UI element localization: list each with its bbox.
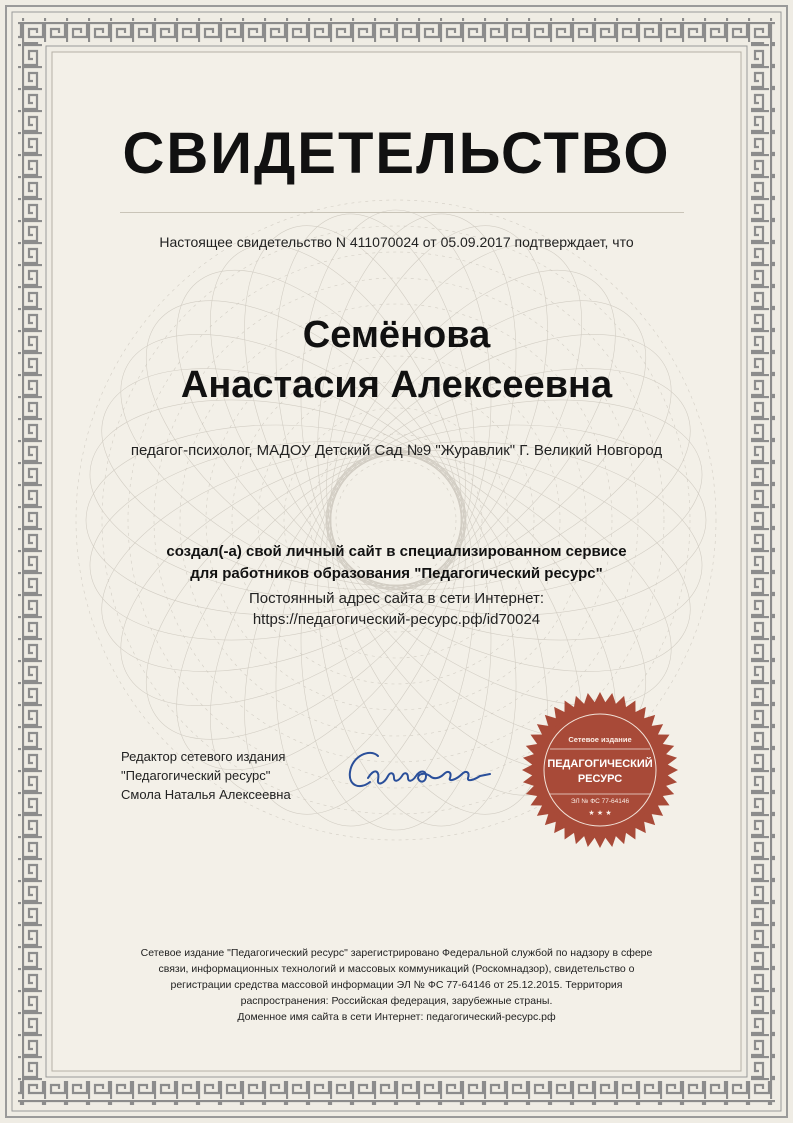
stamp-stars: ★ ★ ★ [588,809,612,817]
editor-block [121,747,291,804]
footer-line-5: Доменное имя сайта в сети Интернет: педагогический-ресурс.рф [237,1011,556,1023]
recipient-position: педагог-психолог, МАДОУ Детский Сад №9 "Журавлик" Г. Великий Новгород [130,442,663,459]
recipient-given-names: Анастасия Алексеевна [180,364,613,406]
site-address-label: Постоянный адрес сайта в сети Интернет: [248,590,545,607]
achievement-statement [110,541,683,585]
statement-line-2: для работников образования "Педагогический ресурс" [190,565,603,582]
stamp-main-line-1: ПЕДАГОГИЧЕСКИЙ [547,758,653,770]
site-address-url: https://педагогический-ресурс.рф/id70024 [252,611,541,628]
footer-line-3: регистрации средства массовой информации ЭЛ № ФС 77-64146 от 25.12.2015. Территория [170,979,623,991]
editor-publication: "Педагогический ресурс" [121,768,271,783]
recipient-name [0,310,793,410]
certificate-title: СВИДЕТЕЛЬСТВО [122,121,671,186]
stamp-main-line-2: РЕСУРС [577,773,623,785]
legal-footer [110,945,683,1025]
statement-line-1: создал(-а) свой личный сайт в специализированном сервисе [166,543,627,560]
title-divider [120,212,684,213]
certificate-intro: Настоящее свидетельство N 411070024 от 05.09.2017 подтверждает, что [159,234,634,250]
publication-stamp [520,690,680,850]
recipient-surname: Семёнова [302,314,491,356]
footer-line-1: Сетевое издание "Педагогический ресурс" зарегистрировано Федеральной службой по надзору в сфере [140,947,653,959]
editor-name: Смола Наталья Алексеевна [121,787,291,802]
editor-title: Редактор сетевого издания [121,749,286,764]
editor-signature [340,738,500,808]
stamp-top-text: Сетевое издание [568,735,632,744]
footer-line-4: распространения: Российская федерация, зарубежные страны. [240,995,553,1007]
stamp-registration: ЭЛ № ФС 77-64146 [570,798,630,805]
footer-line-2: связи, информационных технологий и массовых коммуникаций (Роскомнадзор), свидетельство о [158,963,635,975]
